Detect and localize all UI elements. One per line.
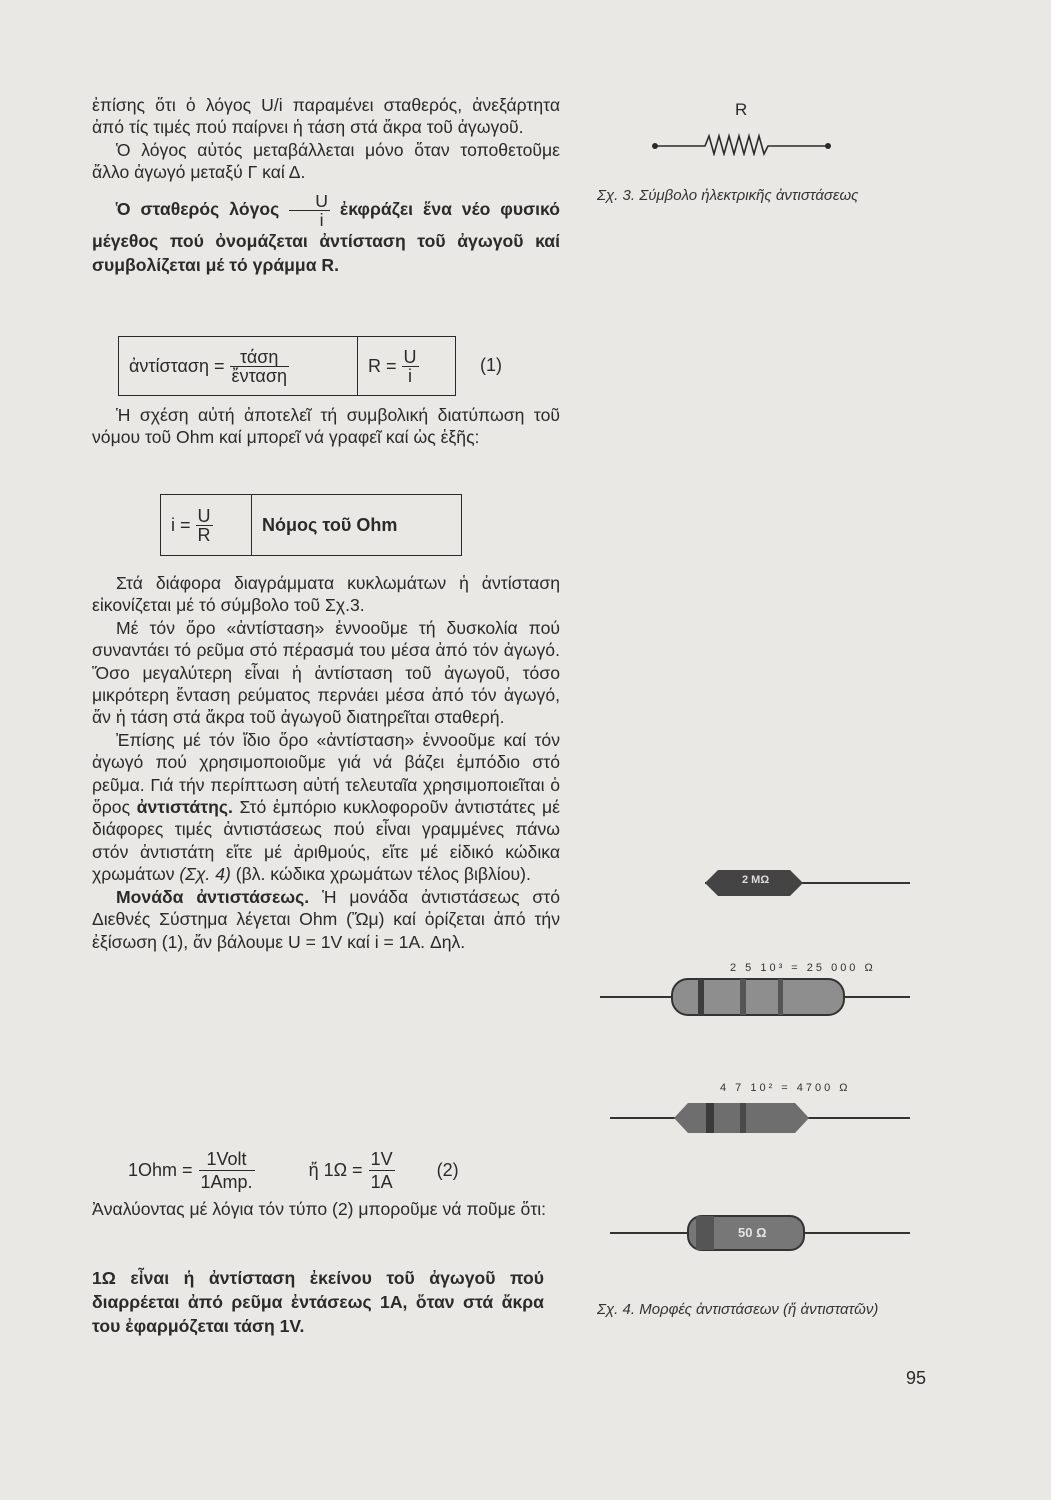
equation-number-2: (2)	[436, 1160, 459, 1180]
paragraph-3-end: ἐκφράζει ἕνα νέο φυσικό μέγεθος πού ὀνομάζεται ἀντίσταση τοῦ ἀγωγοῦ καί συμβολίζεται μέ τό γράμμα R.	[92, 198, 560, 275]
paragraph-8-b: Ἡ μονάδα ἀντιστάσεως στό Διεθνές Σύστημα λέγεται Ohm (Ὤμ) καί ὁρίζεται ἀπό τήν ἐξίσωση (1), ἄν βάλουμε U = 1V καί i = 1A. Δηλ.	[92, 886, 561, 952]
figure-3-label-r: R	[735, 100, 748, 119]
formula-box-resistance	[118, 336, 456, 396]
ohms-law-label: Νόμος τοῦ Ohm	[251, 495, 407, 555]
resistor-3-code: 4 7 10² = 4700 Ω	[720, 1082, 851, 1094]
paragraph-7-e: (βλ. κώδικα χρωμάτων τέλος βιβλίου).	[235, 864, 531, 885]
formula-ohm-definition	[128, 1148, 459, 1193]
paragraph-6: Μέ τόν ὅρο «ἀντίσταση» ἐννοοῦμε τή δυσκολία πού συναντάει τό ρεῦμα στό πέρασμά του μέσα ἀπό τόν ἀγωγό. Ὅσο μεγαλύτερη εἶναι ἡ ἀντίσταση τοῦ ἀγωγοῦ, τόσο μικρότερη ἔνταση ρεύματος περνάει μέσα ἀπό τόν ἀγωγό, ἄν ἡ τάση στά ἄκρα τοῦ ἀγωγοῦ διατηρεῖται σταθερή.	[92, 617, 560, 728]
paragraph-7-a: Ἐπίσης μέ τόν ἴδιο ὅρο «ἀντίσταση» ἐννοοῦμε καί τόν ἀγωγό πού χρησιμοποιοῦμε γιά νά βάζει ἐμπόδιο στό ρεῦμα. Γιά τήν περίπτωση αὐτή τελευταῖα χρησιμοποιεῖται ὁ ὅρος	[92, 729, 560, 818]
unit-heading: Μονάδα ἀντιστάσεως.	[116, 886, 310, 907]
definition-bold	[92, 1266, 544, 1338]
formula-lhs: ἀντίσταση =	[129, 355, 225, 376]
page-number: 95	[906, 1368, 927, 1388]
formula-i-lhs: i =	[171, 514, 191, 535]
resistor-2mohm-icon	[705, 870, 910, 896]
ratio-denominator: i	[319, 209, 324, 230]
formula-box-ohms-law	[160, 494, 462, 556]
formula-1ohm: 1Ohm =	[128, 1160, 193, 1180]
resistor-1-label: 2 MΩ	[742, 874, 770, 886]
resistor-symbol-icon	[650, 128, 835, 156]
paragraph-8	[92, 886, 560, 953]
term-resistor: ἀντιστάτης.	[136, 797, 233, 818]
resistor-4-label: 50 Ω	[738, 1225, 767, 1240]
paragraph-5: Στά διάφορα διαγράμματα κυκλωμάτων ἡ ἀντίσταση εἰκονίζεται μέ τό σύμβολο τοῦ Σχ.3.	[92, 573, 560, 616]
equation-number-1: (1)	[480, 355, 502, 375]
fraction-u: U	[403, 346, 417, 367]
formula-resistance-symbols	[357, 337, 429, 395]
text-block-4	[92, 1198, 560, 1220]
paragraph-1: ἐπίσης ὅτι ὁ λόγος U/i παραμένει σταθερός, ἀνεξάρτητα ἀπό τίς τιμές πού παίρνει ἡ τάση στά ἄκρα τοῦ ἀγωγοῦ.	[92, 95, 560, 138]
resistor-2-code: 2 5 10³ = 25 000 Ω	[730, 962, 876, 974]
ratio-numerator: U	[289, 192, 330, 211]
formula-u-over-r	[196, 507, 213, 544]
fraction-1v: 1V	[370, 1149, 393, 1169]
resistor-25k-icon	[600, 979, 910, 1015]
figure-ref-4: (Σχ. 4)	[179, 864, 231, 885]
figure-3-caption: Σχ. 3. Σύμβολο ἠλεκτρικῆς ἀντιστάσεως	[597, 187, 859, 204]
paragraph-3	[92, 192, 560, 277]
fraction-voltage: τάση	[230, 348, 289, 367]
paragraph-7-c: Στό ἐμπόριο κυκλοφοροῦν ἀντιστάτες μέ διάφορες τιμές ἀντιστάσεως πού εἶναι γραμμένες πάνω στόν ἀντιστάτη εἴτε μέ ἀριθμούς, εἴτε μέ εἰδικό κώδικα χρωμάτων	[92, 797, 561, 885]
paragraph-9: Ἀναλύοντας μέ λόγια τόν τύπο (2) μποροῦμε νά ποῦμε ὅτι:	[92, 1199, 547, 1219]
formula-fraction-words	[230, 348, 289, 385]
paragraph-10: 1Ω εἶναι ἡ ἀντίσταση ἐκείνου τοῦ ἀγωγοῦ πού διαρρέεται ἀπό ρεῦμα ἐντάσεως 1A, ὅταν στά ἄκρα του ἐφαρμόζεται τάση 1V.	[92, 1268, 544, 1336]
fraction-u-2: U	[197, 505, 211, 526]
fraction-r: R	[197, 524, 211, 545]
main-text-column	[92, 94, 560, 277]
fraction-volt-amp	[199, 1148, 255, 1193]
paragraph-7	[92, 729, 560, 886]
fraction-i: i	[408, 365, 413, 386]
text-block-2	[92, 404, 560, 449]
formula-fraction-symbols	[402, 348, 419, 385]
resistor-images	[590, 860, 920, 1280]
formula-r-equals: R =	[368, 355, 397, 376]
ratio-u-over-i	[289, 192, 330, 229]
text-block-3	[92, 572, 560, 953]
formula-resistance-words	[119, 337, 357, 395]
paragraph-4: Ἡ σχέση αὐτή ἀποτελεῖ τή συμβολική διατύπωση τοῦ νόμου τοῦ Ohm καί μπορεῖ νά γραφεῖ καί ὡς ἑξῆς:	[92, 405, 560, 448]
fraction-v-a	[369, 1148, 395, 1193]
paragraph-3-start: Ὁ σταθερός λόγος	[116, 198, 280, 219]
resistor-4700-icon	[610, 1103, 910, 1133]
fraction-1volt: 1Volt	[199, 1148, 255, 1171]
paragraph-2: Ὁ λόγος αὐτός μεταβάλλεται μόνο ὅταν τοποθετοῦμε ἄλλο ἀγωγό μεταξύ Γ καί Δ.	[92, 139, 560, 183]
fraction-current: ἔνταση	[231, 365, 287, 386]
figure-4-caption: Σχ. 4. Μορφές ἀντιστάσεων (ἤ ἀντιστατῶν)	[597, 1301, 879, 1318]
fraction-1a: 1A	[370, 1172, 393, 1192]
formula-1omega: ἤ 1Ω =	[308, 1160, 363, 1180]
formula-i-equals	[161, 495, 251, 555]
fraction-1amp: 1Amp.	[200, 1172, 253, 1192]
